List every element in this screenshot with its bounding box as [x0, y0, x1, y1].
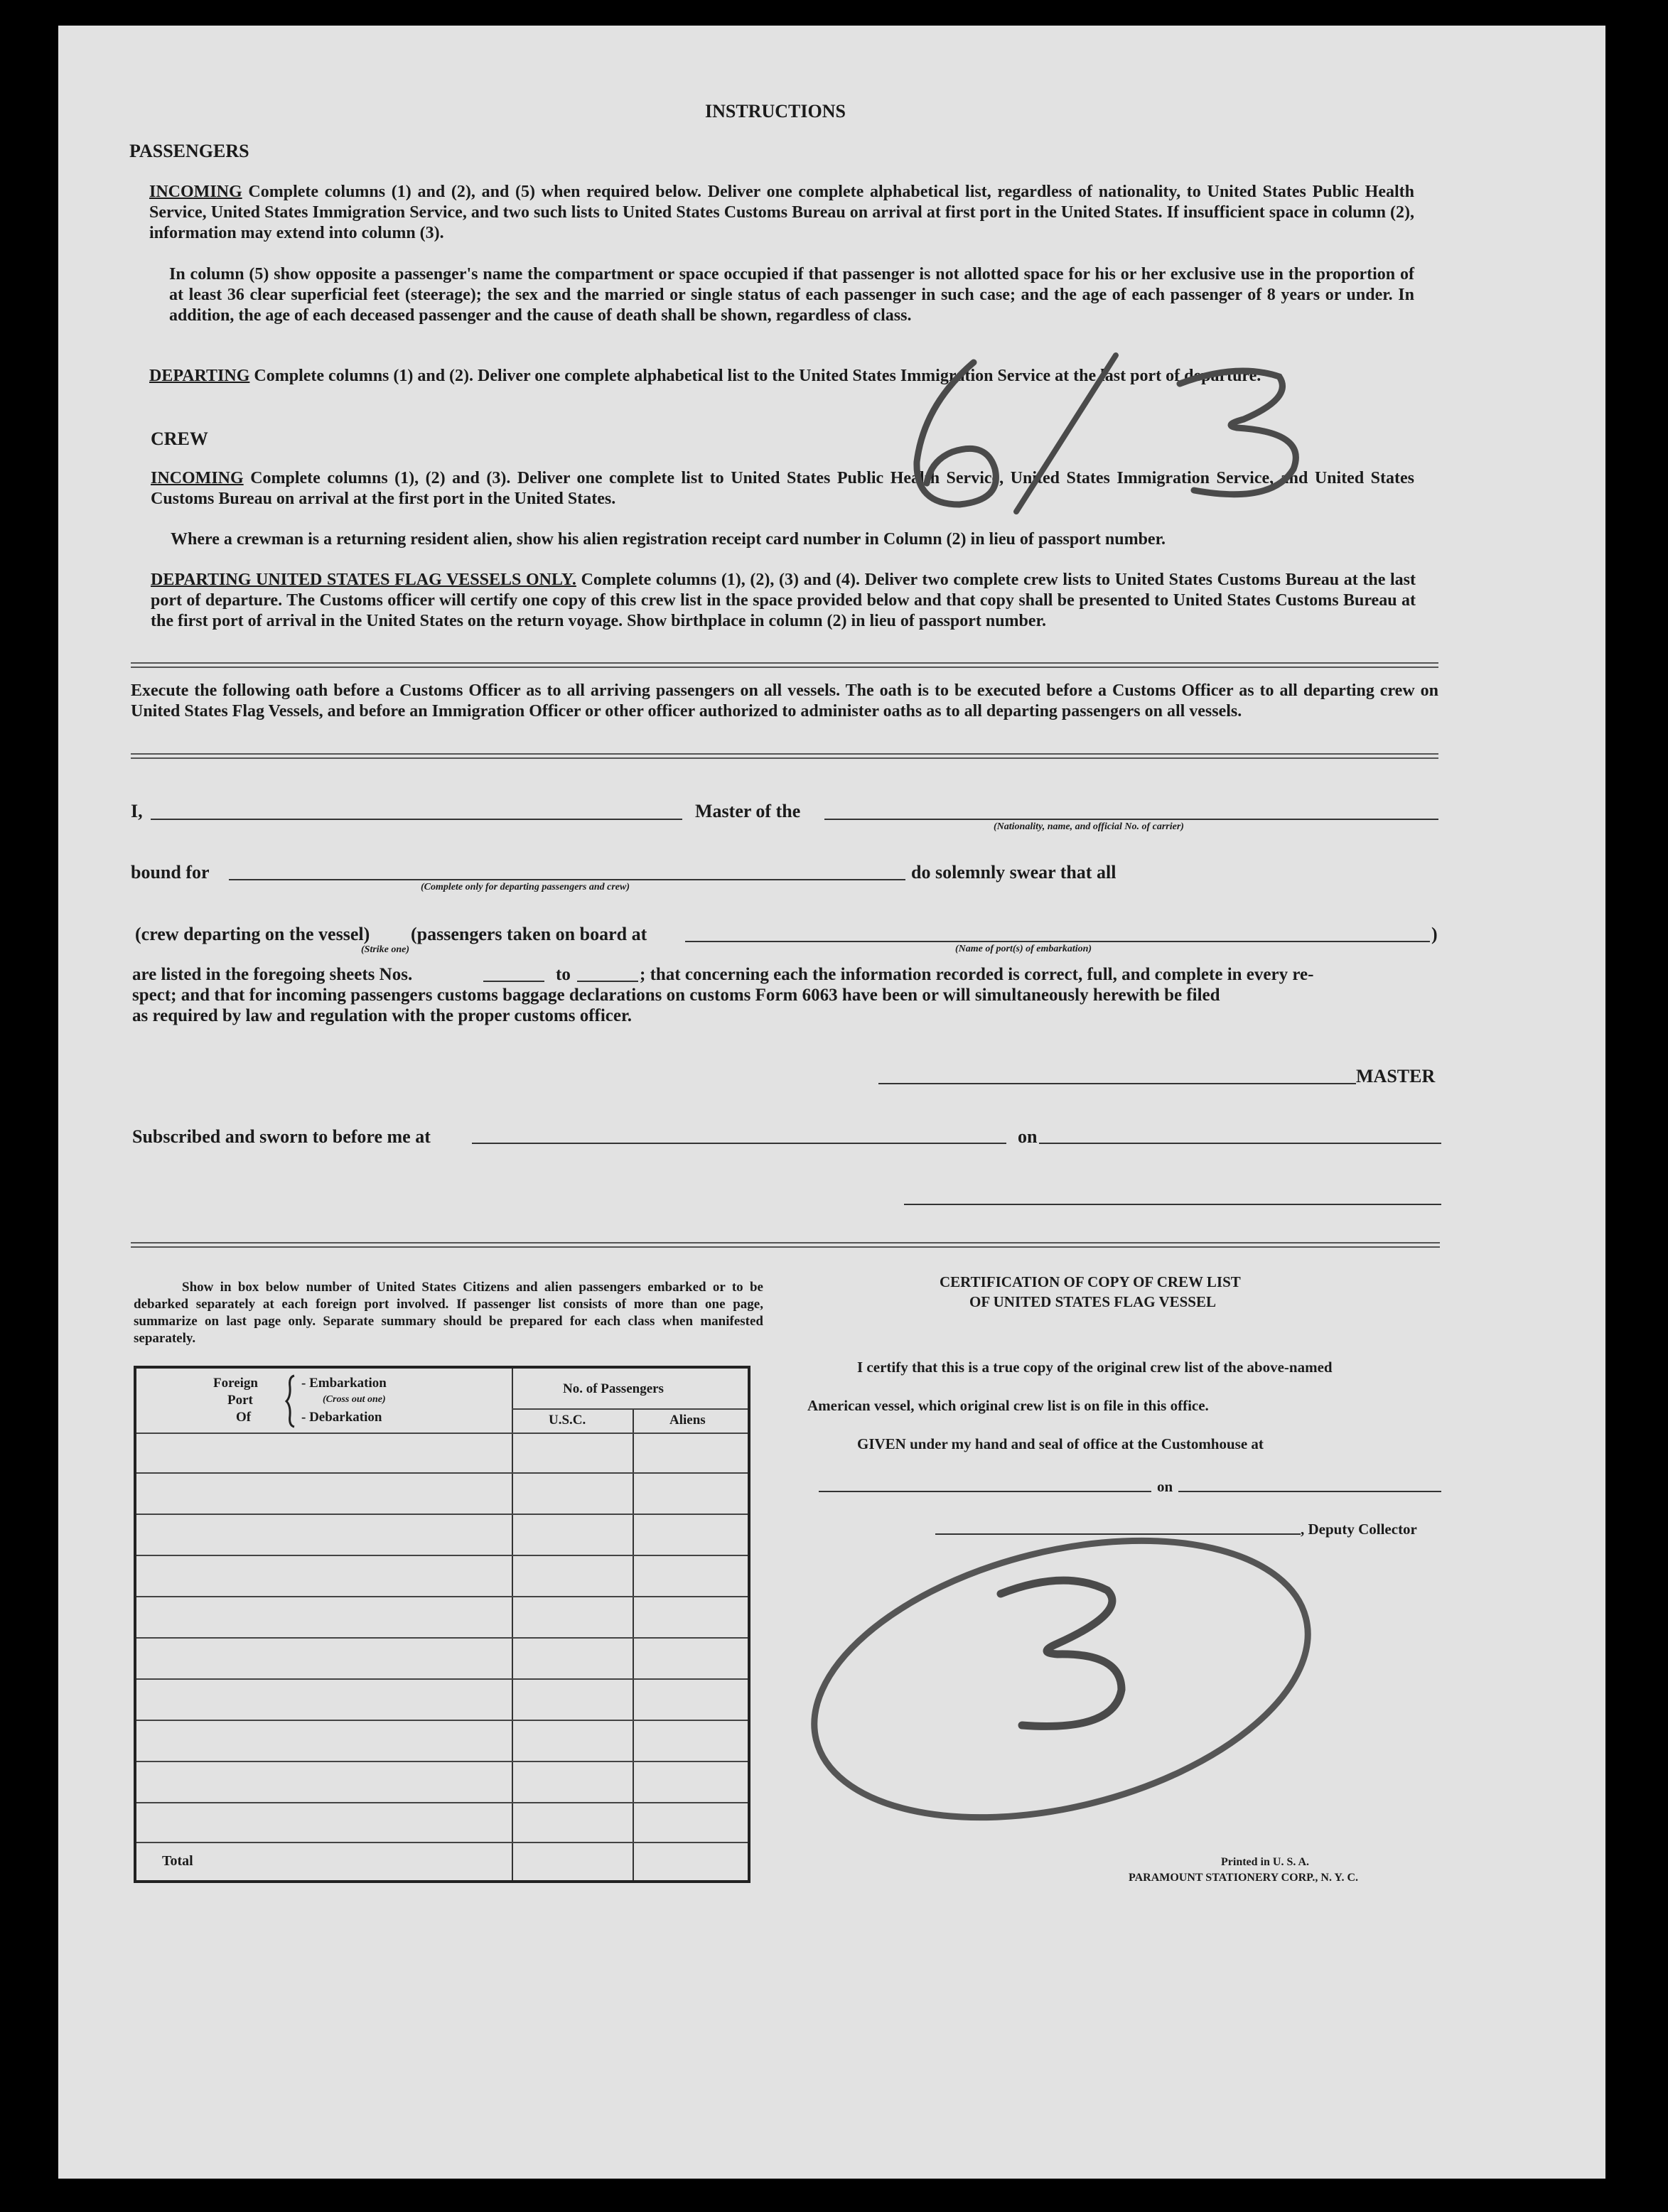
certification-date-line[interactable]	[1178, 1491, 1441, 1492]
printed-in-usa: Printed in U. S. A.	[1221, 1856, 1310, 1868]
embarkation-ports-line[interactable]	[685, 941, 1430, 942]
handwritten-number-613	[895, 348, 1393, 519]
crew-departing-paragraph	[151, 570, 1416, 632]
crew-departing-text: Complete columns (1), (2), (3) and (4). Deliver two complete crew lists to United States Customs Bureau at the last port of departure. The Customs officer will certify one copy of this crew list in the space provided below and that copy shall be presented to United States Customs Bureau at the first port of arrival in the United States on the return voyage. Show birthplace in column (2) in lieu of passport number.	[151, 571, 1416, 630]
cross-out-one-caption: (Cross out one)	[323, 1394, 386, 1405]
subscribed-label: Subscribed and sworn to before me at	[132, 1126, 431, 1147]
sworn-place-line[interactable]	[472, 1143, 1006, 1144]
printer-imprint: PARAMOUNT STATIONERY CORP., N. Y. C.	[1129, 1872, 1359, 1884]
bound-for-label: bound for	[131, 862, 210, 883]
crew-heading: CREW	[151, 428, 208, 449]
row-divider	[136, 1514, 748, 1515]
passengers-departing-label: DEPARTING	[149, 367, 250, 385]
passengers-departing-text: Complete columns (1) and (2). Deliver one complete alphabetical list to the United States Immigration Service at the last port of departure.	[254, 367, 1261, 385]
section-divider	[131, 1242, 1440, 1248]
certification-on-label: on	[1157, 1478, 1173, 1495]
column-divider	[512, 1369, 513, 1880]
foreign-label: Foreign	[213, 1376, 258, 1391]
header-divider	[136, 1433, 748, 1434]
listed-text-3: spect; and that for incoming passengers customs baggage declarations on customs Form 6063 have been or will simultaneously herewith be filed	[132, 986, 1220, 1005]
row-divider	[136, 1555, 748, 1556]
of-label: Of	[236, 1410, 252, 1425]
carrier-caption: (Nationality, name, and official No. of carrier)	[994, 821, 1184, 832]
strike-one-caption: (Strike one)	[361, 944, 410, 955]
officer-signature-line[interactable]	[904, 1204, 1441, 1205]
summary-instruction: Show in box below number of United States Citizens and alien passengers embarked or to be debarked separately at each foreign port involved. If passenger list consists of more than one page, summarize on last page only. Separate summary should be prepared for each class when manifested separately.	[134, 1280, 763, 1346]
passengers-heading: PASSENGERS	[129, 141, 249, 161]
section-divider	[131, 662, 1438, 668]
row-divider	[136, 1678, 748, 1680]
listed-text-2: ; that concerning each the information recorded is correct, full, and complete in every re-	[640, 965, 1314, 984]
passengers-incoming-paragraph	[149, 182, 1414, 244]
row-divider	[136, 1596, 748, 1597]
row-divider	[136, 1842, 748, 1843]
certify-text-1: I certify that this is a true copy of the original crew list of the above-named	[857, 1359, 1333, 1376]
listed-text-1: are listed in the foregoing sheets Nos.	[132, 965, 413, 984]
passengers-incoming-label: INCOMING	[149, 183, 242, 201]
sheet-from-line[interactable]	[483, 981, 544, 982]
row-divider	[136, 1761, 748, 1762]
aliens-header: Aliens	[669, 1413, 706, 1428]
given-text: GIVEN under my hand and seal of office at the Customhouse at	[857, 1435, 1264, 1452]
usc-header: U.S.C.	[549, 1413, 586, 1428]
swear-label: do solemnly swear that all	[911, 862, 1117, 883]
ports-caption: (Name of port(s) of embarkation)	[955, 944, 1092, 954]
bound-for-line[interactable]	[229, 879, 905, 880]
bound-for-caption: (Complete only for departing passengers and crew)	[421, 882, 630, 892]
oath-instruction: Execute the following oath before a Customs Officer as to all arriving passengers on all vessels. The oath is to be executed before a Customs Officer as to all departing crew on United States Flag Vessels, and before an Immigration Officer or other officer authorized to administer oaths as to all departing passengers on all vessels.	[131, 681, 1438, 721]
column-divider	[633, 1408, 634, 1880]
embarkation-label: - Embarkation	[301, 1376, 387, 1391]
no-of-passengers-header: No. of Passengers	[563, 1381, 664, 1396]
deputy-collector-label: , Deputy Collector	[1301, 1521, 1417, 1538]
master-of-the-label: Master of the	[695, 801, 801, 821]
crew-departing-option: (crew departing on the vessel)	[135, 924, 370, 944]
sworn-on-label: on	[1018, 1126, 1038, 1147]
crew-incoming-text: Complete columns (1), (2) and (3). Deliver one complete list to United States Public Health Service, United States Immigration Service, and United States Customs Bureau on arrival at the first port in the United States.	[151, 469, 1415, 508]
total-label: Total	[162, 1853, 193, 1869]
row-divider	[136, 1472, 748, 1474]
brace-icon	[284, 1374, 298, 1428]
passengers-taken-option: (passengers taken on board at	[411, 924, 647, 944]
row-divider	[136, 1720, 748, 1721]
crew-resident-paragraph: Where a crewman is a returning resident alien, show his alien registration receipt card number in Column (2) in lieu of passport number.	[171, 530, 1166, 549]
customhouse-line[interactable]	[819, 1491, 1151, 1492]
certification-title-2: OF UNITED STATES FLAG VESSEL	[969, 1293, 1216, 1310]
certification-title-1: CERTIFICATION OF COPY OF CREW LIST	[940, 1273, 1241, 1290]
master-name-line[interactable]	[151, 819, 682, 820]
section-divider	[131, 753, 1438, 759]
row-divider	[512, 1408, 748, 1410]
carrier-line[interactable]	[824, 819, 1438, 820]
row-divider	[136, 1802, 748, 1803]
passengers-column5-paragraph: In column (5) show opposite a passenger's name the compartment or space occupied if that passenger is not allotted space for his or her exclusive use in the proportion of at least 36 clear superficial feet (steerage); the sex and the married or single status of each passenger in such case; and the age of each passenger of 8 years or under. In addition, the age of each deceased passenger and the cause of death shall be shown, regardless of class.	[169, 265, 1414, 325]
instructions-title: INSTRUCTIONS	[705, 101, 846, 122]
passengers-incoming-text: Complete columns (1) and (2), and (5) when required below. Deliver one complete alphabetical list, regardless of nationality, to United States Public Health Service, United States Immigration Service, and two such lists to United States Customs Bureau on arrival at first port in the United States. If insufficient space in column (2), information may extend into column (3).	[149, 183, 1414, 242]
passenger-summary-table	[134, 1366, 750, 1883]
port-label: Port	[227, 1393, 253, 1408]
master-label: MASTER	[1356, 1066, 1436, 1086]
row-divider	[136, 1637, 748, 1639]
sheet-to-line[interactable]	[577, 981, 638, 982]
circled-number-3	[787, 1526, 1328, 1839]
crew-departing-label: DEPARTING UNITED STATES FLAG VESSELS ONLY.	[151, 571, 576, 589]
crew-incoming-label: INCOMING	[151, 469, 244, 487]
oath-i-label: I,	[131, 801, 143, 821]
debarkation-label: - Debarkation	[301, 1410, 382, 1425]
listed-text-4: as required by law and regulation with the proper customs officer.	[132, 1006, 633, 1025]
master-signature-line[interactable]	[878, 1083, 1356, 1084]
sworn-date-line[interactable]	[1039, 1143, 1441, 1144]
to-label: to	[556, 965, 571, 984]
certify-text-2: American vessel, which original crew list is on file in this office.	[807, 1397, 1209, 1414]
close-paren: )	[1431, 924, 1438, 944]
